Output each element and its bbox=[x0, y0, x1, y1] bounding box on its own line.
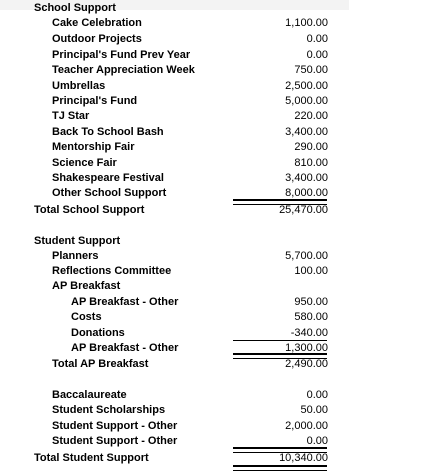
row-value: 5,700.00 bbox=[285, 250, 328, 262]
row-label: Costs bbox=[71, 311, 102, 323]
row-label: Outdoor Projects bbox=[52, 33, 142, 45]
table-row bbox=[0, 186, 422, 201]
table-row bbox=[0, 94, 422, 109]
row-value: 0.00 bbox=[306, 33, 328, 45]
row-value: 750.00 bbox=[294, 64, 328, 76]
row-label: Planners bbox=[52, 250, 99, 262]
row-value: 3,400.00 bbox=[285, 172, 328, 184]
section-heading-school-support bbox=[0, 1, 422, 16]
row-label: Student Scholarships bbox=[52, 404, 166, 416]
row-value: 810.00 bbox=[294, 157, 328, 169]
table-row bbox=[0, 48, 422, 63]
total-value: 10,340.00 bbox=[279, 452, 328, 464]
section-heading-label: Student Support bbox=[34, 235, 121, 247]
row-label: Mentorship Fair bbox=[52, 141, 135, 153]
row-value: 100.00 bbox=[294, 265, 328, 277]
row-value: 950.00 bbox=[294, 296, 328, 308]
table-row bbox=[0, 140, 422, 155]
table-row bbox=[0, 341, 422, 356]
table-row bbox=[0, 249, 422, 264]
total-row-student-support bbox=[0, 451, 422, 466]
row-value: 2,000.00 bbox=[285, 420, 328, 432]
table-row bbox=[0, 434, 422, 449]
row-value: 8,000.00 bbox=[285, 187, 328, 199]
total-label: Total AP Breakfast bbox=[52, 358, 149, 370]
row-label: Back To School Bash bbox=[52, 126, 164, 138]
total-double-rule bbox=[233, 465, 327, 471]
row-label: Umbrellas bbox=[52, 80, 106, 92]
row-value: 50.00 bbox=[300, 404, 328, 416]
row-label: Student Support - Other bbox=[52, 435, 178, 447]
table-row bbox=[0, 32, 422, 47]
row-value: 5,000.00 bbox=[285, 95, 328, 107]
table-row bbox=[0, 295, 422, 310]
table-row bbox=[0, 403, 422, 418]
table-row bbox=[0, 310, 422, 325]
table-row bbox=[0, 16, 422, 31]
table-row bbox=[0, 419, 422, 434]
table-row bbox=[0, 79, 422, 94]
row-label: Shakespeare Festival bbox=[52, 172, 164, 184]
total-row-ap-breakfast bbox=[0, 357, 422, 372]
row-value: 290.00 bbox=[294, 141, 328, 153]
subsection-heading-ap-breakfast bbox=[0, 279, 422, 294]
table-row bbox=[0, 171, 422, 186]
row-label: Principal's Fund bbox=[52, 95, 138, 107]
row-value: 3,400.00 bbox=[285, 126, 328, 138]
row-value: 0.00 bbox=[306, 389, 328, 401]
table-row bbox=[0, 109, 422, 124]
section-heading-student-support bbox=[0, 234, 422, 249]
row-label: Student Support - Other bbox=[52, 420, 178, 432]
table-row bbox=[0, 388, 422, 403]
row-value: 1,100.00 bbox=[285, 17, 328, 29]
total-label: Total School Support bbox=[34, 204, 145, 216]
table-row bbox=[0, 156, 422, 171]
row-label: Principal's Fund Prev Year bbox=[52, 49, 191, 61]
row-label: TJ Star bbox=[52, 110, 90, 122]
table-row bbox=[0, 326, 422, 341]
table-row bbox=[0, 125, 422, 140]
subsection-heading-label: AP Breakfast bbox=[52, 280, 121, 292]
row-label: AP Breakfast - Other bbox=[71, 342, 179, 354]
row-label: Donations bbox=[71, 327, 125, 339]
row-label: Baccalaureate bbox=[52, 389, 127, 401]
row-value: -340.00 bbox=[290, 327, 328, 339]
row-label: Teacher Appreciation Week bbox=[52, 64, 195, 76]
row-label: Other School Support bbox=[52, 187, 167, 199]
total-value: 25,470.00 bbox=[279, 204, 328, 216]
row-value: 2,500.00 bbox=[285, 80, 328, 92]
row-value: 220.00 bbox=[294, 110, 328, 122]
table-row bbox=[0, 264, 422, 279]
total-row-school-support bbox=[0, 203, 422, 218]
row-label: Cake Celebration bbox=[52, 17, 142, 29]
row-value: 580.00 bbox=[294, 311, 328, 323]
row-label: Science Fair bbox=[52, 157, 117, 169]
row-value: 1,300.00 bbox=[285, 342, 328, 354]
row-label: AP Breakfast - Other bbox=[71, 296, 179, 308]
row-label: Reflections Committee bbox=[52, 265, 172, 277]
total-value: 2,490.00 bbox=[285, 358, 328, 370]
row-value: 0.00 bbox=[306, 435, 328, 447]
section-heading-label: School Support bbox=[34, 2, 116, 14]
row-value: 0.00 bbox=[306, 49, 328, 61]
total-label: Total Student Support bbox=[34, 452, 149, 464]
table-row bbox=[0, 63, 422, 78]
